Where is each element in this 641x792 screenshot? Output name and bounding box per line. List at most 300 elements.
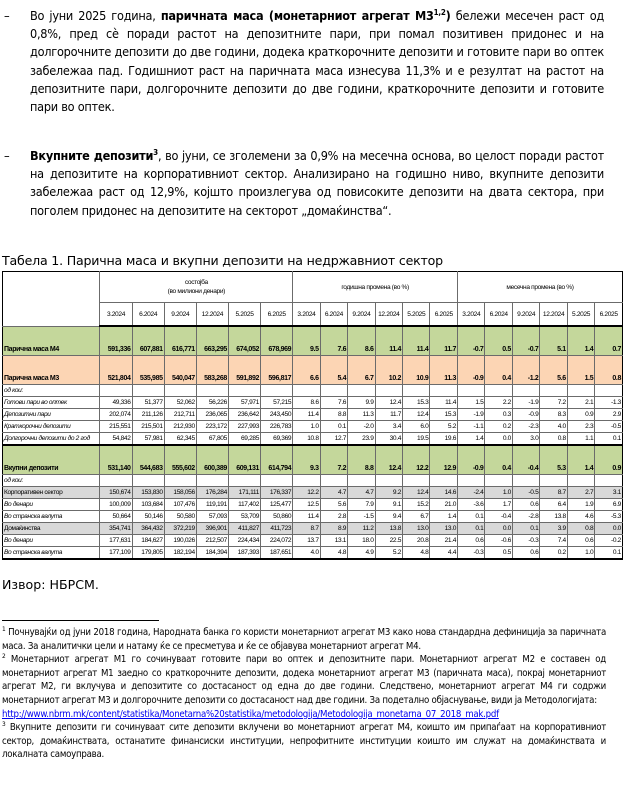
table-cell: 0.1 (458, 523, 485, 535)
table-cell: 6.9 (595, 499, 623, 511)
table-cell: 11.7 (430, 326, 458, 356)
footnote-1 (2, 626, 606, 653)
date-header: 12.2024 (196, 303, 228, 327)
table-cell: 6.0 (403, 421, 430, 433)
table-cell: 0.4 (485, 356, 512, 385)
table-cell (595, 475, 623, 487)
table-row (3, 356, 623, 385)
table-cell (458, 475, 485, 487)
paragraph-total-deposits (4, 147, 604, 220)
table-cell: 11.4 (375, 326, 402, 356)
group-header-stock (100, 272, 293, 303)
table-cell: 396,901 (196, 523, 228, 535)
table-cell: 4.8 (320, 547, 347, 560)
table-cell: 8.3 (540, 409, 567, 421)
table-cell: 5.2 (430, 421, 458, 433)
table-cell (320, 385, 347, 397)
table-cell: 13.8 (540, 511, 567, 523)
table-cell: -0.4 (512, 445, 539, 475)
row-label: Парична маса М3 (3, 356, 100, 385)
table-cell: 10.9 (403, 356, 430, 385)
table-cell: 62,345 (164, 433, 196, 446)
table-cell: 4.0 (540, 421, 567, 433)
table-cell: 56,226 (196, 397, 228, 409)
table-cell: 12.2 (403, 445, 430, 475)
table-cell: 12.5 (293, 499, 320, 511)
table-cell: 7.9 (348, 499, 375, 511)
table-cell: -0.6 (485, 535, 512, 547)
table-cell: 7.4 (540, 535, 567, 547)
table-cell: -0.7 (458, 326, 485, 356)
table-cell: 8.7 (293, 523, 320, 535)
footnote-number: 3 (2, 719, 6, 728)
table-cell: 7.6 (320, 326, 347, 356)
table-cell: 158,056 (164, 487, 196, 499)
table-cell: 11.3 (430, 356, 458, 385)
table-cell (320, 475, 347, 487)
table-cell (375, 475, 402, 487)
table-cell: 1.4 (430, 511, 458, 523)
table-row (3, 433, 623, 446)
paragraph-bold-lead (30, 148, 158, 163)
table-cell: 411,827 (228, 523, 260, 535)
table-cell: 67,805 (196, 433, 228, 446)
table-cell: 354,741 (100, 523, 132, 535)
table-cell: 8.8 (348, 445, 375, 475)
table-cell: 11.2 (348, 523, 375, 535)
table-cell: 8.7 (540, 487, 567, 499)
table-cell: 13.0 (403, 523, 430, 535)
footnote-text: Монетарниот агрегат М1 го сочинуваат готовите пари во оптек и депозитните пари. Монетарниот агрегат М2 е составен од монетарниот агрегат М1 заедно со краткорочните депозити, додека монетарниот агрегат М3 (паричната маса), покрај монетарниот агрегат М2, ги вклучува и депозитите со достасаност од една до две години. Следствено, монетарниот агрегат М4 ги содржи монетарниот агрегат М3 и долгорочните депозити со достасаност над две години. За подетално објаснување, види ја Методологијата: (2, 654, 606, 706)
table-cell: 583,268 (196, 356, 228, 385)
table-row (3, 409, 623, 421)
table-cell: 153,830 (132, 487, 164, 499)
table-cell: 6.7 (348, 356, 375, 385)
footnote-text: Вкупните депозити ги сочинуваат сите депозити вклучени во монетарниот агрегат М4, коишто им припаѓаат на корпоративниот сектор, домаќинствата, останатите финансиски институции, непрофитните институции коишто им служат на домаќинствата и локалната самоуправа. (2, 722, 606, 761)
table-cell: 7.6 (320, 397, 347, 409)
row-label: Домаќинства (3, 523, 100, 535)
date-header: 6.2024 (132, 303, 164, 327)
table-cell: 0.8 (595, 356, 623, 385)
row-label: Парична маса М4 (3, 326, 100, 356)
table-row (3, 326, 623, 356)
bold-close: ) (445, 8, 451, 23)
table-cell: 176,337 (261, 487, 293, 499)
footnote-divider (2, 620, 159, 621)
table-cell: 107,476 (164, 499, 196, 511)
table-cell: 2.9 (595, 409, 623, 421)
date-header: 9.2024 (164, 303, 196, 327)
table-cell: 1.1 (567, 433, 594, 446)
footnote-ref[interactable]: 1,2 (433, 7, 446, 17)
table-cell: 23.9 (348, 433, 375, 446)
table-cell: 12.9 (430, 445, 458, 475)
table-cell: 411,723 (261, 523, 293, 535)
table-cell (348, 475, 375, 487)
table-cell (261, 385, 293, 397)
table-cell: 69,369 (261, 433, 293, 446)
table-cell: 13.8 (375, 523, 402, 535)
table-cell: 1.0 (485, 487, 512, 499)
bold-text: паричната маса (монетарниот агрегат М3 (160, 8, 434, 23)
table-cell: -1.2 (512, 356, 539, 385)
table-cell: 1.4 (567, 326, 594, 356)
table-cell: 555,602 (164, 445, 196, 475)
group-sublabel: (во милиони денари) (167, 288, 226, 295)
table-cell (132, 385, 164, 397)
table-cell: 57,093 (196, 511, 228, 523)
table-cell: 0.6 (512, 499, 539, 511)
table-cell: 4.4 (430, 547, 458, 560)
table-cell: 8.8 (320, 409, 347, 421)
table-cell: 11.4 (293, 409, 320, 421)
table-cell: 21.4 (430, 535, 458, 547)
table-cell: 2.7 (567, 487, 594, 499)
table-cell (196, 385, 228, 397)
table-cell: 19.6 (430, 433, 458, 446)
table-cell: 4.7 (348, 487, 375, 499)
table-cell: 0.1 (512, 523, 539, 535)
table-cell: 150,674 (100, 487, 132, 499)
table-cell: 224,072 (261, 535, 293, 547)
table-cell (458, 385, 485, 397)
table-cell: 1.4 (458, 433, 485, 446)
table-cell: 9.9 (348, 397, 375, 409)
table-cell: 177,631 (100, 535, 132, 547)
table-cell: 212,711 (164, 409, 196, 421)
table-cell: 3.1 (595, 487, 623, 499)
row-label: Готови пари во оптек (3, 397, 100, 409)
table-cell (228, 385, 260, 397)
table-cell (164, 385, 196, 397)
table-cell: 12.2 (293, 487, 320, 499)
table-cell: 2.3 (567, 421, 594, 433)
table-cell: 0.2 (485, 421, 512, 433)
table-cell: 6.4 (540, 499, 567, 511)
table-cell: 674,052 (228, 326, 260, 356)
table-cell: 57,971 (228, 397, 260, 409)
table-cell: 2.2 (485, 397, 512, 409)
table-cell: 177,109 (100, 547, 132, 560)
table-row (3, 445, 623, 475)
table-cell: 591,336 (100, 326, 132, 356)
table-caption: Табела 1. Парична маса и вкупни депозити на недржавниот сектор (2, 253, 443, 268)
table-cell (293, 475, 320, 487)
table-cell: -1.1 (458, 421, 485, 433)
date-header: 5.2025 (403, 303, 430, 327)
table-cell: 372,219 (164, 523, 196, 535)
table-row (3, 535, 623, 547)
date-header: 3.2024 (100, 303, 132, 327)
bold-text: Вкупните депозити (30, 148, 154, 163)
group-header-annual (293, 272, 458, 303)
table-cell (100, 385, 132, 397)
paragraph-money-supply (4, 7, 604, 116)
table-cell: 12.4 (403, 409, 430, 421)
table-cell: 0.0 (595, 523, 623, 535)
table-cell: 9.3 (293, 445, 320, 475)
table-cell: 19.5 (403, 433, 430, 446)
row-label: Во странска валута (3, 511, 100, 523)
table-cell (164, 475, 196, 487)
table-cell: -0.3 (512, 535, 539, 547)
table-cell: 50,580 (164, 511, 196, 523)
table-cell: -2.0 (348, 421, 375, 433)
table-cell: 53,709 (228, 511, 260, 523)
table-cell: 171,111 (228, 487, 260, 499)
footnote-3 (2, 721, 606, 762)
table-cell: 663,295 (196, 326, 228, 356)
date-header: 12.2024 (375, 303, 402, 327)
table-cell (430, 385, 458, 397)
table-cell: 54,842 (100, 433, 132, 446)
table-cell (540, 385, 567, 397)
table-cell: 4.9 (348, 547, 375, 560)
table-cell (540, 475, 567, 487)
table-cell (100, 475, 132, 487)
table-cell: 184,394 (196, 547, 228, 560)
table-cell: 50,664 (100, 511, 132, 523)
table-cell: 202,074 (100, 409, 132, 421)
table-cell: 236,642 (228, 409, 260, 421)
table-cell (375, 385, 402, 397)
table-cell: 364,432 (132, 523, 164, 535)
table-cell: 544,683 (132, 445, 164, 475)
table-cell: 57,215 (261, 397, 293, 409)
table-cell: 184,627 (132, 535, 164, 547)
table-cell: 0.4 (485, 445, 512, 475)
table-cell: 0.6 (512, 547, 539, 560)
row-label: Во денари (3, 535, 100, 547)
table-row (3, 487, 623, 499)
table-cell: -2.3 (512, 421, 539, 433)
table-cell: -5.3 (595, 511, 623, 523)
row-label: Долгорочни депозити до 2 год (3, 433, 100, 446)
table-cell: 5.3 (540, 445, 567, 475)
table-cell: -0.2 (595, 535, 623, 547)
table-cell: 49,336 (100, 397, 132, 409)
table-cell: 0.8 (567, 523, 594, 535)
paragraph-bold-lead (161, 8, 451, 23)
table-cell: 596,817 (261, 356, 293, 385)
table-cell (132, 475, 164, 487)
table-cell: 15.3 (430, 409, 458, 421)
table-cell: 591,892 (228, 356, 260, 385)
date-header: 6.2024 (485, 303, 512, 327)
table-cell: 12.4 (403, 487, 430, 499)
table-cell: 187,393 (228, 547, 260, 560)
table-cell (595, 385, 623, 397)
table-cell: 13.1 (320, 535, 347, 547)
table-cell (430, 475, 458, 487)
table-cell: 0.5 (485, 547, 512, 560)
table-cell: 179,805 (132, 547, 164, 560)
table-cell: -0.3 (458, 547, 485, 560)
table-cell: 215,551 (100, 421, 132, 433)
table-cell: 5.2 (375, 547, 402, 560)
table-cell: 5.6 (320, 499, 347, 511)
table-cell: 12.4 (375, 445, 402, 475)
table-cell: 8.6 (348, 326, 375, 356)
table-cell (403, 385, 430, 397)
table-cell: -0.4 (485, 511, 512, 523)
table-cell: 51,377 (132, 397, 164, 409)
table-cell: 9.1 (375, 499, 402, 511)
table-cell: 2.8 (320, 511, 347, 523)
table-cell: 125,477 (261, 499, 293, 511)
table-cell: 50,860 (261, 511, 293, 523)
table-source: Извор: НБРСМ. (2, 577, 99, 592)
table-cell: 0.1 (595, 547, 623, 560)
methodology-link[interactable]: http://www.nbrm.mk/content/statistika/Monetarna%20statistika/metodologija/Metodologija_monetarna_07_2018_mak.pdf (2, 708, 499, 720)
table-cell: 8.9 (320, 523, 347, 535)
table-cell: 1.0 (293, 421, 320, 433)
table-cell (261, 475, 293, 487)
table-cell: 187,651 (261, 547, 293, 560)
table-cell: 20.8 (403, 535, 430, 547)
table-cell: 0.2 (540, 547, 567, 560)
row-label: Во странска валута (3, 547, 100, 560)
table-cell: 600,389 (196, 445, 228, 475)
table-cell: -0.9 (512, 409, 539, 421)
date-header: 6.2024 (320, 303, 347, 327)
date-header: 6.2025 (430, 303, 458, 327)
table-cell: 6.7 (403, 511, 430, 523)
table-cell: -0.9 (458, 356, 485, 385)
table-row (3, 511, 623, 523)
table-cell: 11.4 (403, 326, 430, 356)
table-cell (196, 475, 228, 487)
row-label: Краткорочни депозити (3, 421, 100, 433)
table-cell: 0.0 (485, 523, 512, 535)
table-cell: 0.9 (567, 409, 594, 421)
table-cell (228, 475, 260, 487)
table-cell: 540,047 (164, 356, 196, 385)
table-cell: -2.4 (458, 487, 485, 499)
table-cell: 5.6 (540, 356, 567, 385)
table-cell: 1.4 (567, 445, 594, 475)
table-cell: 616,771 (164, 326, 196, 356)
paragraph-intro: Во јуни 2025 година, (30, 8, 161, 23)
date-header: 6.2025 (595, 303, 623, 327)
footnote-ref[interactable]: 3 (153, 147, 158, 157)
table-cell (485, 475, 512, 487)
date-header: 9.2024 (512, 303, 539, 327)
table-cell: 119,191 (196, 499, 228, 511)
table-body (3, 326, 623, 559)
table-row (3, 385, 623, 397)
table-cell (348, 385, 375, 397)
table-row (3, 499, 623, 511)
table-cell: 57,981 (132, 433, 164, 446)
table-cell: 4.7 (320, 487, 347, 499)
table-cell: 176,284 (196, 487, 228, 499)
table-cell: 607,881 (132, 326, 164, 356)
table-cell: -1.9 (512, 397, 539, 409)
table-cell: 4.6 (567, 511, 594, 523)
table-cell: 0.6 (567, 535, 594, 547)
table-cell: -1.3 (595, 397, 623, 409)
table-cell: 182,194 (164, 547, 196, 560)
group-label: годишна промена (во %) (341, 283, 409, 291)
table-cell: 223,172 (196, 421, 228, 433)
table-cell: 12.7 (320, 433, 347, 446)
date-header: 5.2025 (228, 303, 260, 327)
table-cell: 5.4 (320, 356, 347, 385)
table-cell: 103,684 (132, 499, 164, 511)
table-cell: -1.9 (458, 409, 485, 421)
table-cell (512, 475, 539, 487)
table-cell: 1.7 (485, 499, 512, 511)
table-cell: 0.8 (540, 433, 567, 446)
table-cell (512, 385, 539, 397)
table-cell: 117,402 (228, 499, 260, 511)
table-row (3, 523, 623, 535)
date-header: 3.2024 (458, 303, 485, 327)
table-cell: -0.7 (512, 326, 539, 356)
table-row (3, 475, 623, 487)
group-header-monthly (458, 272, 623, 303)
table-cell: 215,501 (132, 421, 164, 433)
table-cell: 609,131 (228, 445, 260, 475)
table-cell (293, 385, 320, 397)
table-cell: 236,065 (196, 409, 228, 421)
table-cell (567, 475, 594, 487)
table-cell: 1.0 (567, 547, 594, 560)
table-cell: 9.2 (375, 487, 402, 499)
table-cell: 15.3 (403, 397, 430, 409)
table-cell: 531,140 (100, 445, 132, 475)
table-cell: 227,993 (228, 421, 260, 433)
table-cell: 30.4 (375, 433, 402, 446)
table-cell (567, 385, 594, 397)
money-supply-table (2, 271, 623, 560)
table-cell: 14.6 (430, 487, 458, 499)
table-cell: 21.0 (430, 499, 458, 511)
table-cell: -0.5 (512, 487, 539, 499)
table-cell: 224,434 (228, 535, 260, 547)
table-cell: 243,450 (261, 409, 293, 421)
table-cell: 3.9 (540, 523, 567, 535)
table-cell: 10.2 (375, 356, 402, 385)
table-cell: 1.5 (458, 397, 485, 409)
footnote-number: 1 (2, 624, 6, 633)
table-cell: 7.2 (540, 397, 567, 409)
table-cell: 4.0 (293, 547, 320, 560)
row-label: од кои: (3, 475, 100, 487)
table-cell: 9.4 (375, 511, 402, 523)
group-label: месечна промена (во %) (506, 283, 574, 291)
table-cell: 614,794 (261, 445, 293, 475)
table-cell: 3.0 (512, 433, 539, 446)
row-label: Вкупни депозити (3, 445, 100, 475)
table-cell: 211,126 (132, 409, 164, 421)
table-cell: 0.1 (595, 433, 623, 446)
table-cell: 11.3 (348, 409, 375, 421)
table-cell: 11.4 (430, 397, 458, 409)
table-cell: 0.6 (458, 535, 485, 547)
row-label: Депозитни пари (3, 409, 100, 421)
table-cell: 0.5 (485, 326, 512, 356)
table-cell: 212,507 (196, 535, 228, 547)
table-cell: -1.5 (348, 511, 375, 523)
row-label: од кои: (3, 385, 100, 397)
table-cell: 521,804 (100, 356, 132, 385)
table-cell: 0.3 (485, 409, 512, 421)
table-cell: 12.4 (375, 397, 402, 409)
table-cell: 226,783 (261, 421, 293, 433)
date-header: 9.2024 (348, 303, 375, 327)
